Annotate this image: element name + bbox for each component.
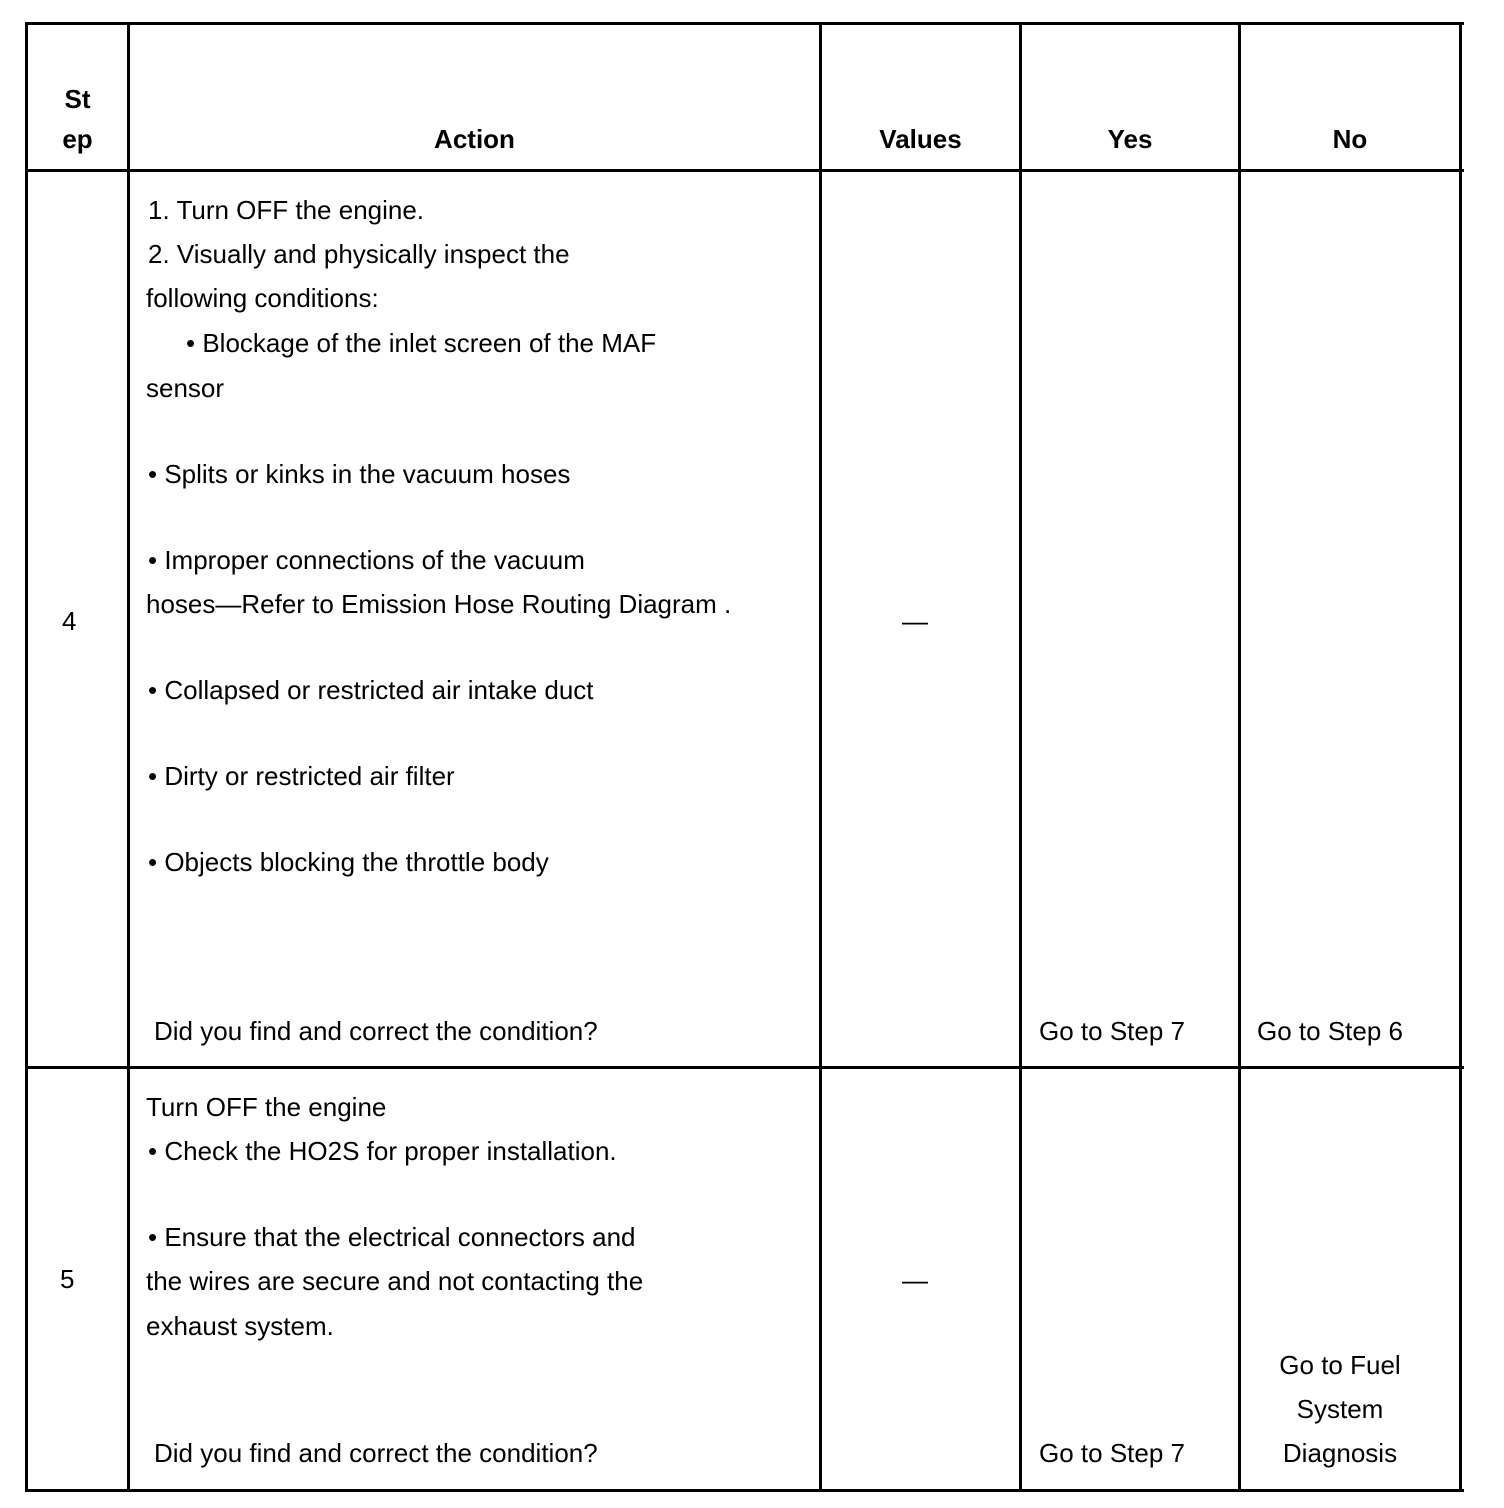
action-line: • Objects blocking the throttle body	[148, 847, 549, 877]
action-line: hoses—Refer to Emission Hose Routing Diagram .	[146, 589, 732, 619]
header-yes: Yes	[1107, 124, 1153, 154]
column-divider-yes	[1019, 22, 1022, 1492]
table-border-right	[1459, 22, 1462, 1492]
action-line: • Splits or kinks in the vacuum hoses	[148, 459, 571, 489]
values-cell: —	[902, 606, 928, 636]
no-cell-line: Diagnosis	[1282, 1438, 1398, 1468]
action-line: exhaust system.	[146, 1311, 334, 1341]
table-border-top	[25, 22, 1464, 25]
table-border-bottom	[25, 1489, 1464, 1492]
action-line: • Blockage of the inlet screen of the MAF	[186, 328, 657, 358]
no-cell-line: Go to Fuel	[1279, 1350, 1401, 1380]
step-number: 4	[62, 606, 77, 636]
table-border-left	[25, 22, 28, 1492]
row-divider	[25, 1066, 1464, 1069]
action-line: sensor	[146, 373, 225, 403]
header-step-line2: ep	[62, 124, 93, 154]
action-line: Turn OFF the engine	[146, 1092, 387, 1122]
header-no: No	[1332, 124, 1368, 154]
no-cell-line: System	[1296, 1394, 1384, 1424]
header-action: Action	[434, 124, 515, 154]
action-question: Did you find and correct the condition?	[154, 1438, 598, 1468]
header-step-line1: St	[64, 84, 91, 114]
action-line: • Check the HO2S for proper installation.	[148, 1136, 617, 1166]
step-number: 5	[60, 1264, 75, 1294]
yes-cell: Go to Step 7	[1039, 1016, 1185, 1046]
values-cell: —	[902, 1265, 928, 1295]
yes-cell: Go to Step 7	[1039, 1438, 1185, 1468]
action-line: 2. Visually and physically inspect the	[148, 239, 570, 269]
header-divider	[25, 169, 1464, 172]
no-cell: Go to Step 6	[1257, 1016, 1403, 1046]
action-line: • Dirty or restricted air filter	[148, 761, 455, 791]
action-line: following conditions:	[146, 283, 379, 313]
column-divider-no	[1238, 22, 1241, 1492]
column-divider-action	[127, 22, 130, 1492]
action-line: • Collapsed or restricted air intake duct	[148, 675, 594, 705]
action-line: • Ensure that the electrical connectors and	[148, 1222, 636, 1252]
action-line: • Improper connections of the vacuum	[148, 545, 585, 575]
action-line: the wires are secure and not contacting the	[146, 1266, 644, 1296]
header-values: Values	[879, 124, 962, 154]
action-question: Did you find and correct the condition?	[154, 1016, 598, 1046]
action-line: 1. Turn OFF the engine.	[148, 195, 425, 225]
